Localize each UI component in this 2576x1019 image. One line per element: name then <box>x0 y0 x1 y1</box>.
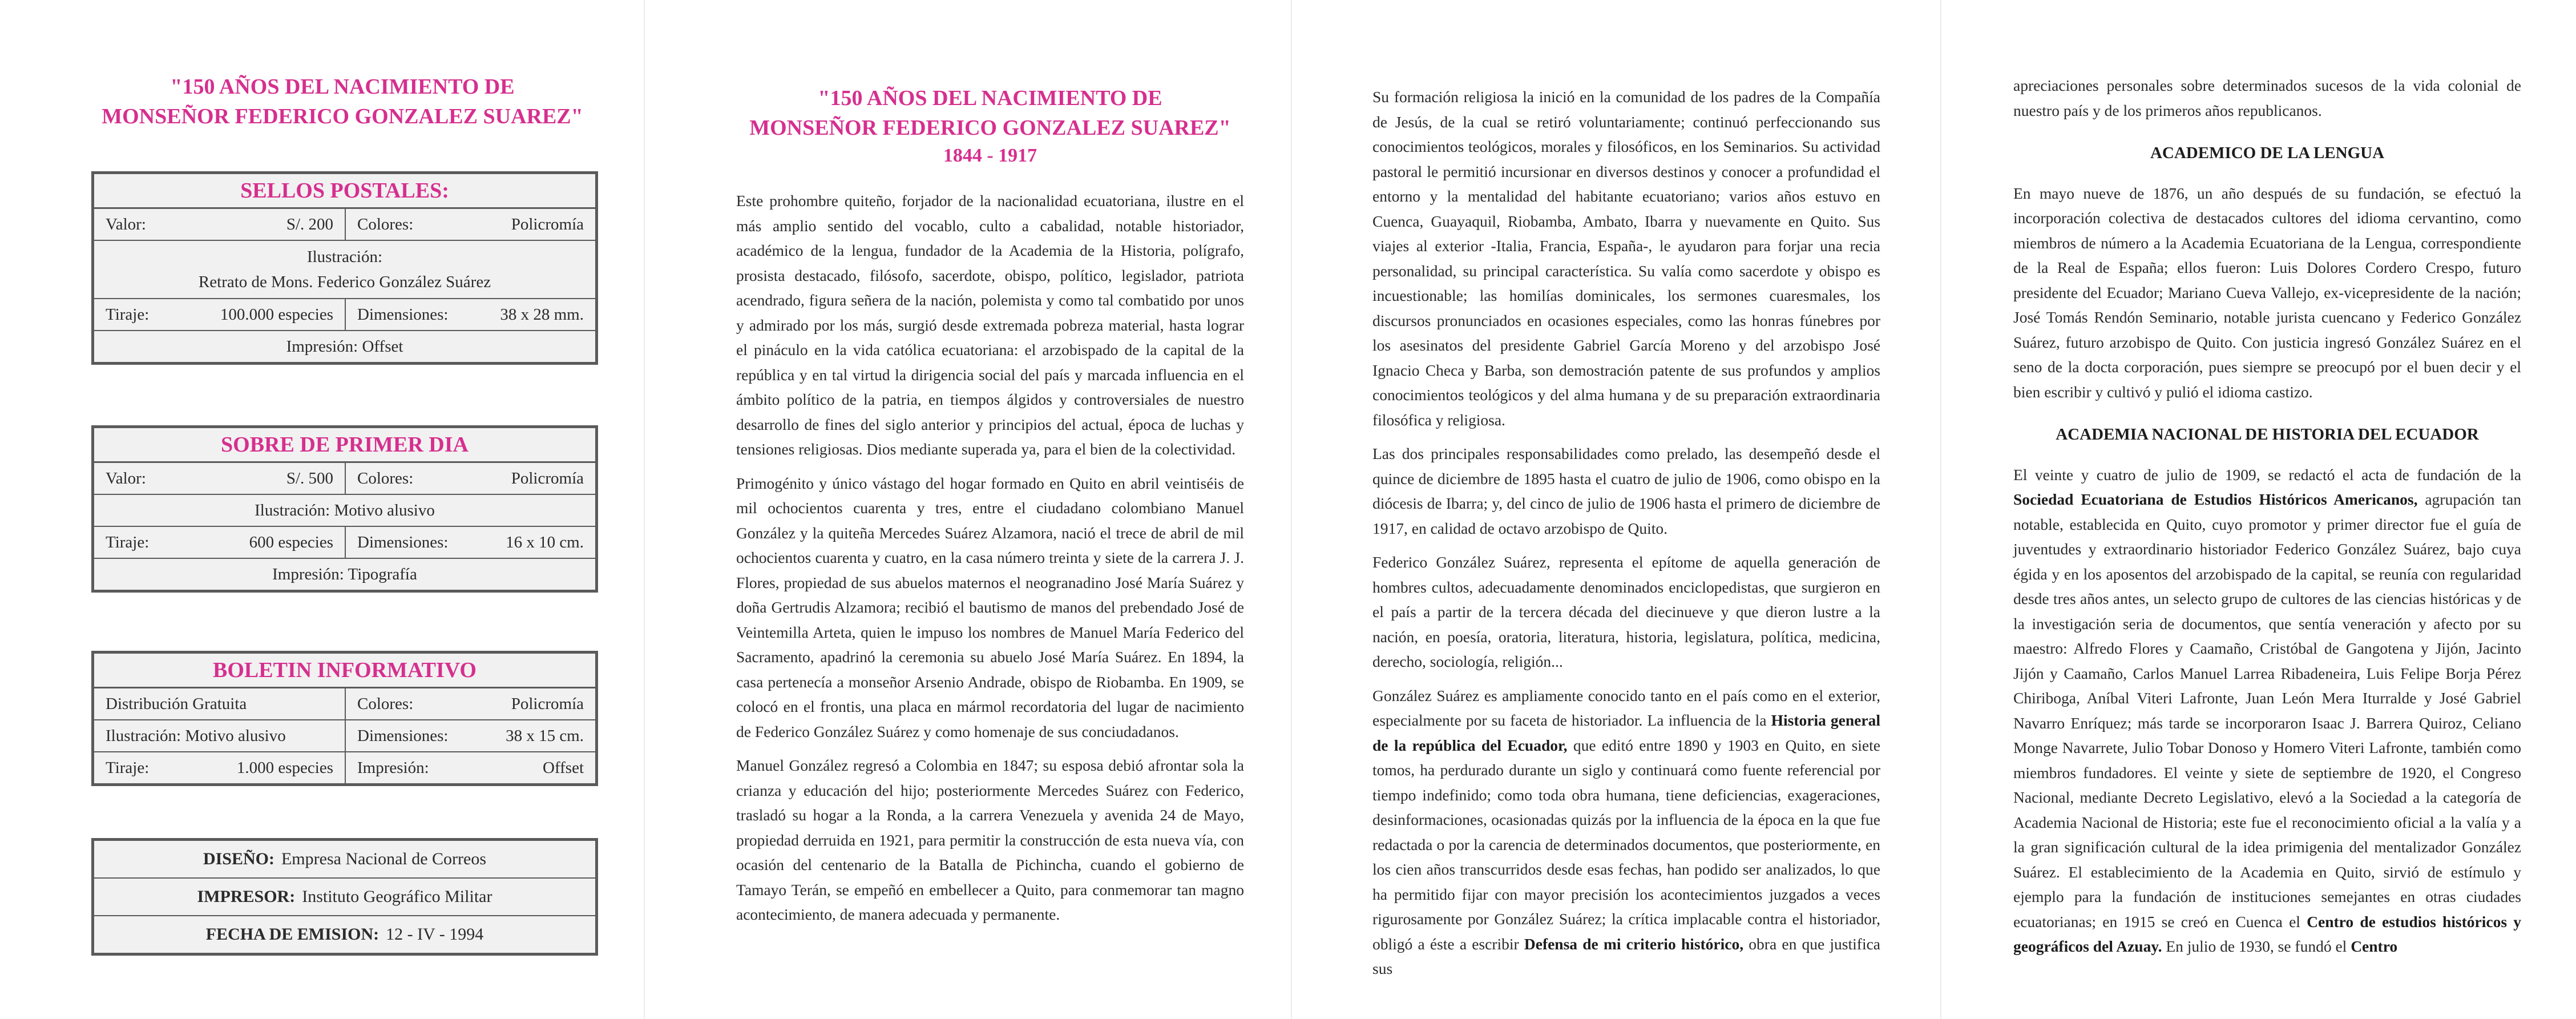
stamps-box <box>91 171 598 365</box>
title-line1: "150 AÑOS DEL NACIMIENTO DE <box>818 86 1162 110</box>
boletin-row-2 <box>94 720 595 752</box>
fold-line <box>1940 0 1941 1019</box>
institution-name: Sociedad Ecuatoriana de Estudios Históricos Americanos, <box>2013 490 2418 508</box>
credits-row-fecha <box>94 916 595 953</box>
stamps-row-ilustracion <box>94 241 595 299</box>
dimensiones-label: Dimensiones: <box>357 727 449 745</box>
sobre-row-ilustracion <box>94 495 595 527</box>
impresion-value: Impresión: Offset <box>286 337 403 356</box>
title-line2: MONSEÑOR FEDERICO GONZALEZ SUAREZ" <box>102 104 583 128</box>
paragraph: Federico González Suárez, representa el epítome de aquella generación de hombres cultos, adecuadamente denominados enciclopedistas, que surgieron en el país a partir de la tercera década del diecinueve y que dieron lustre a la nación, en poesía, oratoria, literatura, historia, legislatura, política, medicina, derecho, sociología, religión... <box>1372 553 1880 670</box>
valor-value: S/. 500 <box>286 469 333 488</box>
paragraph: Las dos principales responsabilidades como prelado, las desempeñó desde el quince de diciembre de 1895 hasta el cuatro de julio de 1906, como obispo en la diócesis de Ibarra; y, del cinco de julio de 1906 hasta el primero de diciembre de 1917, en calidad de octavo arzobispo de Quito. <box>1372 445 1880 537</box>
ilustracion-value: Retrato de Mons. Federico González Suárez <box>198 273 491 291</box>
dimensiones-value: 38 x 28 mm. <box>500 305 584 324</box>
paragraph <box>1372 683 1880 981</box>
boletin-row-3 <box>94 752 595 783</box>
text-run: que editó entre 1890 y 1903 en Quito, en siete tomos, ha perdurado durante un siglo y continuará como fuente referencial por tiempo indefinido; como toda obra humana, tiene deficiencias, exageraciones, desinformaciones, ocasionadas quizás por la influencia de la época en la que fue redactada o por la carencia de determinados documentos, que posteriormente, en los cien años transcurridos desde esas fechas, han podido ser analizados, lo que ha permitido fijar con mayor precisión los acontecimientos juzgados a veces rigurosamente por González Suárez; la crítica implacable contra el historiador, obligó a éste a escribir <box>1372 736 1880 953</box>
paragraph: Primogénito y único vástago del hogar formado en Quito en abril veintiséis de mil ochocientos cuarenta y tres, entre el ciudadano colombiano Manuel González y la quiteña Mercedes Suárez Alzamora, nació el trece de abril de mil ochocientos cuarenta y cuatro, en la casa número treinta y siete de la carrera J. J. Flores, propiedad de sus abuelos maternos el neogranadino José María Suárez y doña Gertrudis Alzamora; recibió el bautismo de manos del prebendado José de Veintemilla Arteta, quien le impuso los nombres de Manuel María Federico del Sacramento, apadrinó la ceremonia su abuelo José María Suárez. En 1894, la casa pertenecía a monseñor Arsenio Andrade, obispo de Riobamba. En 1909, se colocó en el frontis, una placa en mármol recordatoria del lugar de nacimiento de Federico González Suárez y como homenaje de sus conciudadanos. <box>736 474 1244 740</box>
panel-academies <box>2013 0 2521 1019</box>
paragraph: En mayo nueve de 1876, un año después de su fundación, se efectuó la incorporación colectiva de destacados cultores del idioma cervantino, como miembros de número a la Academia Ecuatoriana de la Lengua, correspondiente de la Real de España; ellos fueron: Luis Dolores Cordero Crespo, futuro presidente del Ecuador; Mariano Cueva Vallejo, ex-vicepresidente de la nación; José Tomás Rendón Seminario, notable jurista cuencano y Federico González Suárez, futuro arzobispo de Quito. Con justicia ingresó González Suárez en el seno de la docta corporación, pues siempre se preocupó por el buen decir y el bien escribir y cultivó y pulió el idioma castizo. <box>2013 184 2521 401</box>
paragraph: apreciaciones personales sobre determinados sucesos de la vida colonial de nuestro país y de los primeros años republicanos. <box>2013 76 2521 119</box>
dimensiones-value: 16 x 10 cm. <box>506 533 584 551</box>
impresor-label: IMPRESOR: <box>197 887 296 906</box>
colores-value: Policromía <box>511 695 584 713</box>
life-dates: 1844 - 1917 <box>943 145 1037 166</box>
paragraph: Manuel González regresó a Colombia en 1847; su esposa debió afrontar sola la crianza y educación del hijo; posteriormente Mercedes Suárez con Federico, trasladó su hogar a la Ronda, a la carrera Venezuela y avenida 24 de Mayo, propiedad derruida en 1921, para permitir la construcción de esta nueva vía, con ocasión del centenario de la Batalla de Pichincha, cuando el gobierno de Tamayo Terán, se empeñó en embellecer a Quito, para conmemorar tan magno acontecimiento, de manera adecuada y permanente. <box>736 756 1244 923</box>
dimensiones-label: Dimensiones: <box>357 305 449 324</box>
colores-label: Colores: <box>357 469 414 488</box>
title-line2: MONSEÑOR FEDERICO GONZALEZ SUAREZ" <box>749 116 1231 140</box>
panel-biography-continued <box>1372 0 1880 1019</box>
credits-box <box>91 838 598 956</box>
panel2-title <box>702 83 1278 169</box>
colores-label: Colores: <box>357 695 414 713</box>
stamps-row-tiraje <box>94 299 595 331</box>
stamps-row-impresion <box>94 331 595 362</box>
credits-row-impresor <box>94 879 595 916</box>
sobre-row-impresion <box>94 559 595 590</box>
stamps-row-valor <box>94 209 595 241</box>
sobre-row-valor <box>94 463 595 495</box>
text-run: El veinte y cuatro de julio de 1909, se redactó el acta de fundación de la <box>2013 465 2521 484</box>
book-title: Defensa de mi criterio histórico, <box>1524 935 1744 953</box>
fecha-label: FECHA DE EMISION: <box>205 925 379 944</box>
heading-academia-lengua: ACADEMICO DE LA LENGUA <box>2150 144 2385 162</box>
credits-row-diseno <box>94 841 595 879</box>
panel-stamp-info <box>0 0 644 1019</box>
colores-label: Colores: <box>357 215 414 233</box>
dimensiones-label: Dimensiones: <box>357 533 449 551</box>
tiraje-value: 100.000 especies <box>220 305 333 324</box>
sobre-row-tiraje <box>94 527 595 559</box>
panel1-title <box>0 72 685 131</box>
heading-academia-historia: ACADEMIA NACIONAL DE HISTORIA DEL ECUADOR <box>2056 425 2479 444</box>
book-title: Historia general de la república del Ecuador, <box>1372 711 1880 754</box>
ilustracion-value: Ilustración: Motivo alusivo <box>106 727 286 745</box>
sobre-box <box>91 425 598 593</box>
panel3-body <box>1372 84 1880 990</box>
dimensiones-value: 38 x 15 cm. <box>506 727 584 745</box>
paragraph <box>2013 462 2521 959</box>
valor-label: Valor: <box>106 215 146 233</box>
colores-value: Policromía <box>511 215 584 233</box>
valor-value: S/. 200 <box>286 215 333 233</box>
tiraje-label: Tiraje: <box>106 305 150 324</box>
distribucion-value: Distribución Gratuita <box>106 695 247 713</box>
boletin-row-1 <box>94 688 595 720</box>
diseno-value: Empresa Nacional de Correos <box>281 849 487 868</box>
text-run: González Suárez es ampliamente conocido tanto en el país como en el exterior, especialmente por su faceta de historiador. La influencia de la <box>1372 686 1880 729</box>
boletin-heading: BOLETIN INFORMATIVO <box>94 654 595 688</box>
paragraph: Este prohombre quiteño, forjador de la nacionalidad ecuatoriana, ilustre en el más amplio sentido del vocablo, culto a cabalidad, notable historiador, académico de la lengua, fundador de la Academia de la Historia, polígrafo, prosista destacado, filósofo, sacerdote, obispo, político, legislador, patriota acendrado, figura señera de la nación, polemista y como tal combatido por unos y admirado por los más, surgió desde extremada pobreza material, hasta lograr el pináculo en la vida católica ecuatoriana: el arzobispado de la capital de la república y en tal virtud la dirigencia social del país y marcada influencia en el ámbito político de la patria, en tiempos álgidos y controversiales de nuestro desarrollo de fines del siglo anterior y principios del actual, época de luchas y tensiones religiosas. Dios mediante superada ya, para el bien de la colectividad. <box>736 192 1244 458</box>
panel2-body <box>736 188 1244 936</box>
ilustracion-label: Ilustración: <box>306 248 383 266</box>
diseno-label: DISEÑO: <box>203 849 274 868</box>
stamps-heading: SELLOS POSTALES: <box>94 174 595 209</box>
sobre-heading: SOBRE DE PRIMER DIA <box>94 428 595 463</box>
institution-name: Centro <box>2351 937 2398 955</box>
fold-line <box>1291 0 1292 1019</box>
text-run: agrupación tan notable, establecida en Quito, cuyo promotor y primer director fue el guía de juventudes y extraordinario historiador Federico González Suárez, bajo cuya égida y en los aposentos del arzobispado de la capital, se reunía con regularidad desde tres años antes, un selecto grupo de cultores de las ciencias históricas y de la investigación seria de documentos, que sentía veneración y afecto por su maestro: Alfredo Flores y Caamaño, Cristóbal de Gangotena y Jijón, Jacinto Jijón y Caamaño, Carlos Manuel Larrea Ribadeneira, Luis Felipe Borja Pérez Chiriboga, Aníbal Viteri Lafronte, Juan León Mera Iturralde y José Gabriel Navarro Enríquez; más tarde se incorporaron Isaac J. Barrera Quiroz, Celiano Monge Navarrete, Julio Tobar Donoso y Homero Viteri Lafronte, también como miembros fundadores. El veinte y siete de septiembre de 1920, el Congreso Nacional, mediante Decreto Legislativo, elevó a la Sociedad a la categoría de Academia Nacional de Historia; este fue el reconocimiento oficial a la valía y a la gran significación cultural de la idea primigenia del mentalizador González Suárez. El establecimiento de la Academia en Quito, sirvió de estímulo y ejemplo para la fundación de instituciones semejantes en otras ciudades ecuatorianas; en 1915 se creó en Cuenca el <box>2013 490 2522 931</box>
valor-label: Valor: <box>106 469 146 488</box>
impresion-value: Impresión: Tipografía <box>272 565 417 583</box>
ilustracion-value: Ilustración: Motivo alusivo <box>255 501 435 519</box>
fecha-value: 12 - IV - 1994 <box>386 925 484 944</box>
panel4-body <box>2013 73 2521 968</box>
tiraje-value: 1.000 especies <box>236 759 333 777</box>
panel-biography-intro <box>736 0 1244 1019</box>
impresor-value: Instituto Geográfico Militar <box>302 887 492 906</box>
tiraje-value: 600 especies <box>249 533 333 551</box>
boletin-box <box>91 651 598 786</box>
impresion-value: Offset <box>543 759 584 777</box>
text-run: obra en que justifica sus <box>1372 935 1880 977</box>
tiraje-label: Tiraje: <box>106 533 150 551</box>
impresion-label: Impresión: <box>357 759 429 777</box>
colores-value: Policromía <box>511 469 584 488</box>
institution-name: Centro de estudios históricos y geográficos del Azuay. <box>2013 912 2521 955</box>
fold-line <box>644 0 645 1019</box>
title-line1: "150 AÑOS DEL NACIMIENTO DE <box>170 75 515 99</box>
paragraph: Su formación religiosa la inició en la comunidad de los padres de la Compañía de Jesús, de la cual se retiró voluntariamente; continuó perfeccionando sus conocimientos teológicos, morales y filosóficos, en los Seminarios. Su actividad pastoral le permitió incursionar en diversos destinos y conocer a profundidad el entorno y la mentalidad del habitante ecuatoriano; varios años estuvo en Cuenca, Guayaquil, Riobamba, Ambato, Ibarra y nuevamente en Quito. Sus viajes al exterior -Italia, Francia, España-, le ayudaron para forjar una recia personalidad, su principal característica. Su valía como sacerdote y obispo es incuestionable; las homilías dominicales, los sermones cuaresmales, los discursos pronunciados en ocasiones especiales, como las honras fúnebres por los asesinatos del presidente Gabriel García Moreno y del arzobispo José Ignacio Checa y Barba, son demostración patente de sus profundos y amplios conocimientos teológicos y del alma humana y de su preparación extraordinaria filosófica y religiosa. <box>1372 88 1880 429</box>
tiraje-label: Tiraje: <box>106 759 150 777</box>
text-run: En julio de 1930, se fundó el <box>2162 937 2351 955</box>
